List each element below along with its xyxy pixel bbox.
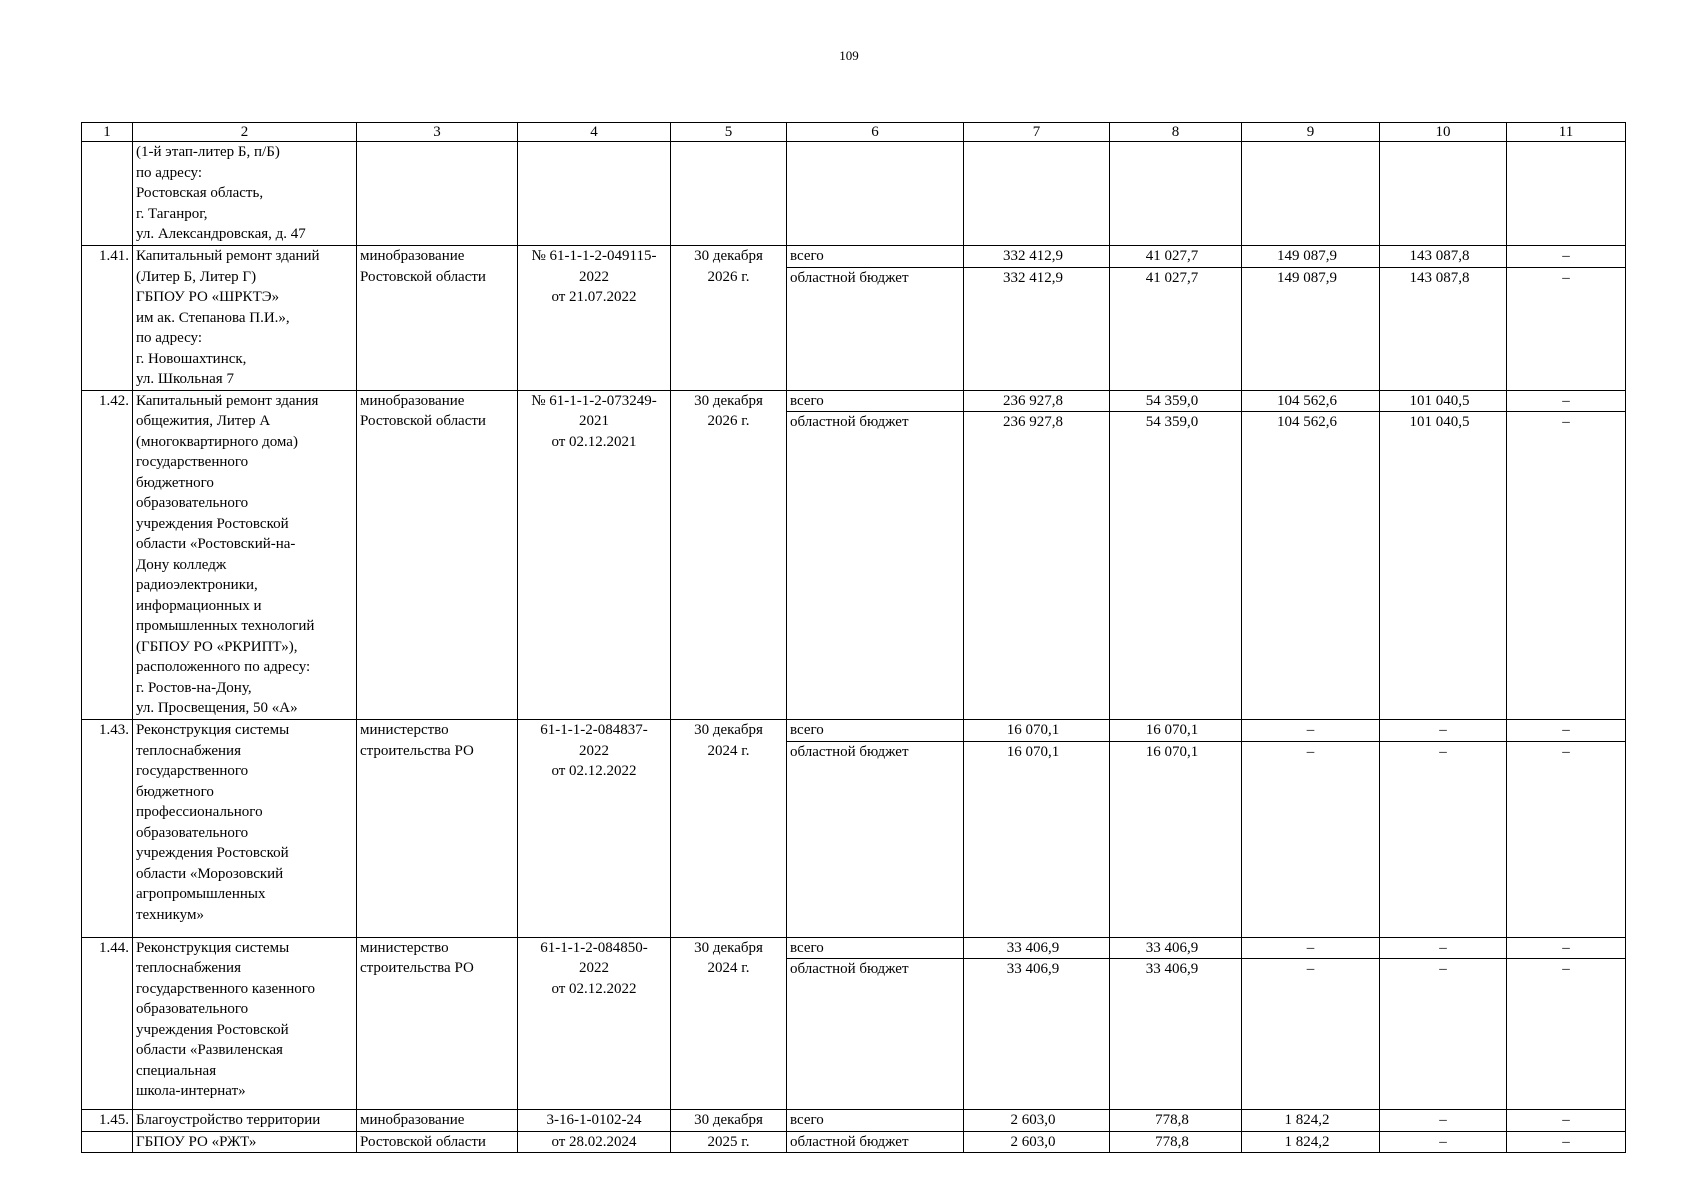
amount-cell: 41 027,7 [1110, 267, 1242, 390]
amount-cell: – [1507, 741, 1626, 937]
responsible-org: минобразование Ростовской области [357, 390, 518, 720]
amount-cell: – [1380, 1131, 1507, 1153]
amount-cell: – [1507, 412, 1626, 720]
amount-cell: 143 087,8 [1380, 246, 1507, 268]
amount-cell: – [1380, 741, 1507, 937]
responsible-org: министерство строительства РО [357, 937, 518, 1110]
responsible-org: минобразование [357, 1110, 518, 1132]
column-number: 6 [787, 123, 964, 142]
table-row [82, 1131, 1626, 1153]
funding-source: всего [787, 390, 964, 412]
column-number: 3 [357, 123, 518, 142]
amount-cell: 33 406,9 [964, 937, 1110, 959]
row-number: 1.44. [82, 937, 133, 1110]
amount-cell: 1 824,2 [1242, 1131, 1380, 1153]
amount-cell: 149 087,9 [1242, 267, 1380, 390]
funding-source: областной бюджет [787, 1131, 964, 1153]
object-name: Капитальный ремонт зданий (Литер Б, Литер Г) ГБПОУ РО «ШРКТЭ» им ак. Степанова П.И.», по адресу: г. Новошахтинск, ул. Школьная 7 [133, 246, 357, 391]
column-number: 11 [1507, 123, 1626, 142]
row-number: 1.43. [82, 720, 133, 938]
amount-cell: 778,8 [1110, 1131, 1242, 1153]
row-number: 1.45. [82, 1110, 133, 1132]
responsible-org: Ростовской области [357, 1131, 518, 1153]
amount-cell: 2 603,0 [964, 1110, 1110, 1132]
amount-cell: – [1507, 959, 1626, 1110]
amount-cell: – [1507, 937, 1626, 959]
object-name: (1-й этап-литер Б, п/Б) по адресу: Ростовская область, г. Таганрог, ул. Александровская, д. 47 [133, 142, 357, 246]
page-number: 109 [839, 48, 859, 63]
column-number: 10 [1380, 123, 1507, 142]
amount-cell: 236 927,8 [964, 390, 1110, 412]
amount-cell: – [1507, 390, 1626, 412]
funding-source: областной бюджет [787, 959, 964, 1110]
amount-cell: – [1507, 1131, 1626, 1153]
amount-cell: 54 359,0 [1110, 412, 1242, 720]
amount-cell: – [1380, 1110, 1507, 1132]
object-name: Реконструкция системы теплоснабжения государственного бюджетного профессионального образовательного учреждения Ростовской области «Морозовский агропромышленных техникум» [133, 720, 357, 938]
object-name: Реконструкция системы теплоснабжения государственного казенного образовательного учреждения Ростовской области «Развиленская специальная школа-интернат» [133, 937, 357, 1110]
amount-cell: – [1380, 937, 1507, 959]
amount-cell: 101 040,5 [1380, 390, 1507, 412]
expertise-conclusion: от 28.02.2024 [518, 1131, 671, 1153]
responsible-org: минобразование Ростовской области [357, 246, 518, 391]
amount-cell: 143 087,8 [1380, 267, 1507, 390]
completion-date: 30 декабря 2026 г. [671, 390, 787, 720]
table-row [82, 390, 1626, 412]
table-row [82, 720, 1626, 742]
amount-cell: – [1242, 959, 1380, 1110]
amount-cell: 332 412,9 [964, 246, 1110, 268]
amount-cell: 16 070,1 [964, 720, 1110, 742]
amount-cell: – [1242, 741, 1380, 937]
amount-cell: 104 562,6 [1242, 412, 1380, 720]
funding-source: областной бюджет [787, 741, 964, 937]
amount-cell: – [1380, 720, 1507, 742]
amount-cell: 104 562,6 [1242, 390, 1380, 412]
amount-cell: – [1507, 1110, 1626, 1132]
table-row [82, 142, 1626, 246]
table-row [82, 937, 1626, 959]
object-name: ГБПОУ РО «РЖТ» [133, 1131, 357, 1153]
column-number: 9 [1242, 123, 1380, 142]
amount-cell: – [1507, 267, 1626, 390]
expertise-conclusion: № 61-1-1-2-049115- 2022 от 21.07.2022 [518, 246, 671, 391]
funding-source: всего [787, 720, 964, 742]
row-number: 1.42. [82, 390, 133, 720]
funding-source: всего [787, 937, 964, 959]
column-number-row [82, 123, 1626, 142]
amount-cell: 33 406,9 [1110, 959, 1242, 1110]
expertise-conclusion: 61-1-1-2-084850- 2022 от 02.12.2022 [518, 937, 671, 1110]
funding-source: областной бюджет [787, 412, 964, 720]
amount-cell: 236 927,8 [964, 412, 1110, 720]
responsible-org: министерство строительства РО [357, 720, 518, 938]
amount-cell: 2 603,0 [964, 1131, 1110, 1153]
completion-date: 2025 г. [671, 1131, 787, 1153]
amount-cell: – [1380, 959, 1507, 1110]
funding-source: областной бюджет [787, 267, 964, 390]
amount-cell: 149 087,9 [1242, 246, 1380, 268]
amount-cell: 33 406,9 [964, 959, 1110, 1110]
column-number: 5 [671, 123, 787, 142]
amount-cell: – [1507, 720, 1626, 742]
expertise-conclusion: 3-16-1-0102-24 [518, 1110, 671, 1132]
completion-date: 30 декабря [671, 1110, 787, 1132]
object-name: Благоустройство территории [133, 1110, 357, 1132]
amount-cell: 16 070,1 [964, 741, 1110, 937]
amount-cell: – [1242, 937, 1380, 959]
column-number: 8 [1110, 123, 1242, 142]
row-number: 1.41. [82, 246, 133, 391]
amount-cell: 332 412,9 [964, 267, 1110, 390]
amount-cell: 778,8 [1110, 1110, 1242, 1132]
amount-cell: 101 040,5 [1380, 412, 1507, 720]
column-number: 1 [82, 123, 133, 142]
amount-cell: 54 359,0 [1110, 390, 1242, 412]
column-number: 2 [133, 123, 357, 142]
amount-cell: – [1507, 246, 1626, 268]
table-row [82, 246, 1626, 268]
expertise-conclusion: № 61-1-1-2-073249- 2021 от 02.12.2021 [518, 390, 671, 720]
column-number: 4 [518, 123, 671, 142]
amount-cell: – [1242, 720, 1380, 742]
funding-source: всего [787, 1110, 964, 1132]
amount-cell: 16 070,1 [1110, 741, 1242, 937]
table-row [82, 1110, 1626, 1132]
amount-cell: 41 027,7 [1110, 246, 1242, 268]
completion-date: 30 декабря 2024 г. [671, 937, 787, 1110]
completion-date: 30 декабря 2026 г. [671, 246, 787, 391]
budget-table [81, 122, 1626, 1153]
funding-source: всего [787, 246, 964, 268]
amount-cell: 33 406,9 [1110, 937, 1242, 959]
amount-cell: 16 070,1 [1110, 720, 1242, 742]
completion-date: 30 декабря 2024 г. [671, 720, 787, 938]
object-name: Капитальный ремонт здания общежития, Литер А (многоквартирного дома) государственного бюджетного образовательного учреждения Ростовской области «Ростовский-на- Дону колледж радиоэлектроники, информационных и промышленных технологий (ГБПОУ РО «РКРИПТ»), расположенного по адресу: г. Ростов-на-Дону, ул. Просвещения, 50 «А» [133, 390, 357, 720]
amount-cell: 1 824,2 [1242, 1110, 1380, 1132]
expertise-conclusion: 61-1-1-2-084837- 2022 от 02.12.2022 [518, 720, 671, 938]
column-number: 7 [964, 123, 1110, 142]
